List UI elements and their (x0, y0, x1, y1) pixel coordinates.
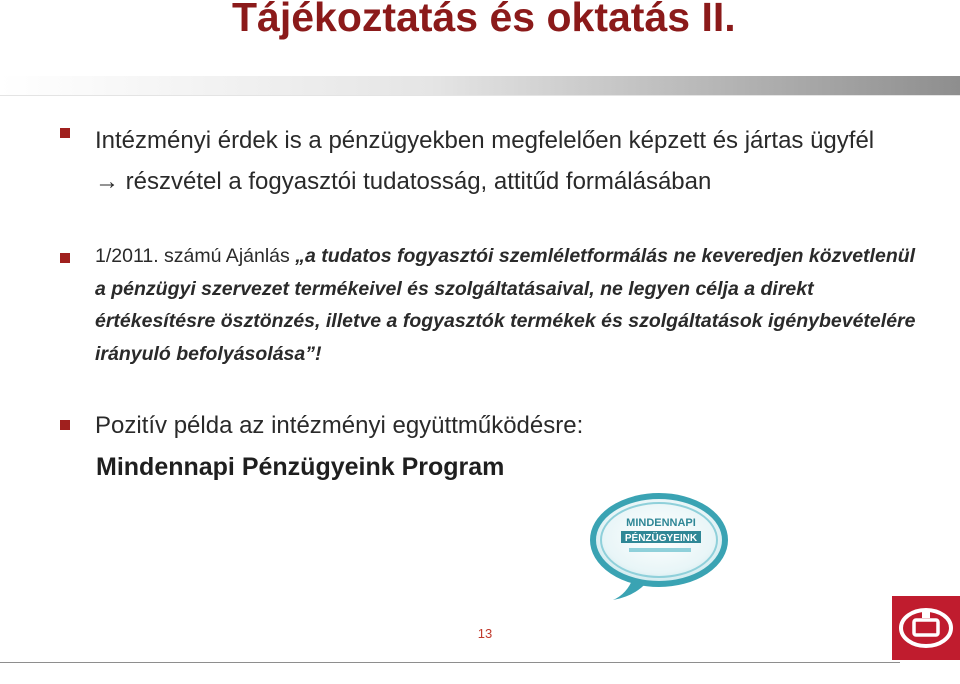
bullet-square-icon (60, 253, 70, 263)
recommendation-quote: „a tudatos fogyasztói szemléletformálás ne keveredjen közvetlenül a pénzügyi szervezet termékeivel és szolgáltatásaival, ne legyen célja a direkt értékesítésre ösztönzés, illetve a fogyasztók termékek és szolgáltatások igénybevételére irányuló befolyásolása”! (95, 245, 916, 365)
arrow-icon: → (95, 168, 119, 195)
program-logo-line1: MINDENNAPI (626, 517, 696, 529)
recommendation-reference: 1/2011. számú Ajánlás (95, 245, 296, 267)
bullet-square-icon (60, 420, 70, 430)
page-number: 13 (477, 626, 493, 641)
bullet-2-text (95, 240, 925, 370)
program-logo (583, 490, 733, 602)
bullet-1-part2: részvétel a fogyasztói tudatosság, attitűd formálásában (119, 168, 712, 195)
program-logo-line2: PÉNZÜGYEINK (624, 533, 698, 544)
bullet-square-icon (60, 128, 70, 138)
bank-logo-icon (892, 596, 960, 660)
program-name: Mindennapi Pénzügyeink Program (96, 453, 505, 481)
bullet-3-text: Pozitív példa az intézményi együttműködésre: (95, 412, 584, 439)
bullet-1-part1: Intézményi érdek is a pénzügyekben megfelelően képzett és jártas ügyfél (95, 127, 875, 154)
title-divider (0, 76, 960, 96)
title-divider-line (0, 95, 960, 96)
bullet-1-text (95, 120, 885, 202)
slide-title: Tájékoztatás és oktatás II. (232, 0, 736, 40)
footer-divider (0, 662, 900, 663)
